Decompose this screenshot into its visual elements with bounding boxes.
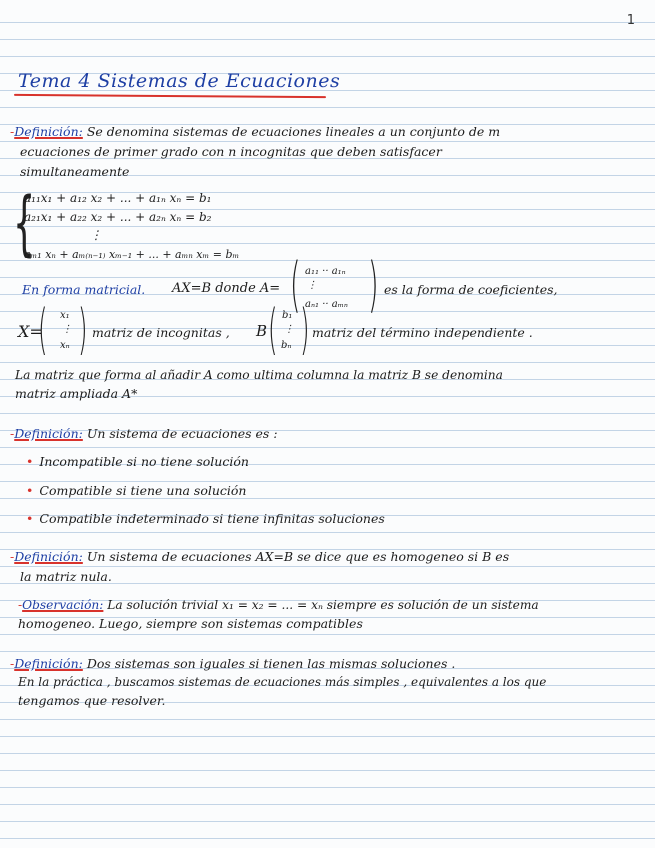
bullet-icon: • — [26, 483, 34, 498]
system-row-4: aₘ₁ xₙ + aₘ₍ₙ₋₁₎ xₘ₋₁ + ... + aₘₙ xₘ = bₘ — [24, 248, 240, 261]
matrix-a-row-n: aₙ₁ ·· aₘₙ — [305, 299, 348, 310]
definition-label: Definición: — [14, 656, 83, 671]
page-title: Tema 4 Sistemas de Ecuaciones — [18, 70, 341, 92]
dash-marker: - — [10, 124, 15, 139]
vector-x-row-n: xₙ — [60, 340, 70, 351]
observation-text: La solución trivial x₁ = x₂ = ... = xₙ siempre es solución de un sistema — [107, 598, 539, 612]
definition-5-line-1 — [10, 655, 455, 672]
vector-x-description: matriz de incognitas , — [92, 325, 230, 340]
definition-5-line-2: En la práctica , buscamos sistemas de ecuaciones más simples , equivalentes a los que — [18, 675, 547, 689]
definition-1-line-1 — [10, 123, 500, 140]
definition-3-line-1 — [10, 548, 509, 565]
vector-b-row-1: b₁ — [282, 310, 293, 321]
definition-text: Se denomina sistemas de ecuaciones lineales a un conjunto de m — [86, 124, 501, 139]
vector-b-row-n: bₙ — [281, 340, 292, 351]
matrix-form-label: En forma matricial. — [22, 282, 146, 297]
system-row-2: a₂₁x₁ + a₂₂ x₂ + ... + a₂ₙ xₙ = b₂ — [24, 210, 212, 224]
definition-3-line-2: la matriz nula. — [20, 569, 112, 584]
vector-b-right-paren: ) — [300, 298, 310, 361]
vector-b-description: matriz del término independiente . — [312, 325, 533, 340]
definition-1-line-3: simultaneamente — [20, 164, 130, 179]
system-row-3: ⋮ — [90, 228, 102, 242]
vector-b-dots: ⋮ — [284, 324, 294, 335]
matrix-a-row-1: a₁₁ ·· a₁ₙ — [305, 266, 346, 277]
definition-label: Definición: — [14, 124, 83, 139]
definition-2-line-1 — [10, 425, 278, 442]
vector-x-label: X= — [18, 322, 43, 341]
matrix-a-right-paren: ) — [368, 250, 379, 320]
ampliada-line-1: La matriz que forma al añadir A como ultima columna la matriz B se denomina — [15, 368, 503, 382]
list-item-text: Compatible si tiene una solución — [39, 483, 247, 498]
dash-marker: - — [18, 598, 23, 612]
matrix-a-left-paren: ( — [290, 250, 301, 320]
bullet-icon: • — [26, 454, 34, 469]
dash-marker: - — [10, 549, 15, 564]
dash-marker: - — [10, 426, 15, 441]
ampliada-line-2: matriz ampliada A* — [15, 386, 138, 401]
matrix-form-equation: AX=B donde A= — [172, 281, 281, 296]
definition-1-line-2: ecuaciones de primer grado con n incognitas que deben satisfacer — [20, 144, 442, 159]
vector-b-label: B — [256, 322, 268, 340]
observation-label: Observación: — [22, 598, 104, 612]
vector-x-left-paren: ( — [38, 298, 48, 361]
system-brace: { — [13, 182, 36, 264]
list-item — [26, 453, 249, 470]
definition-label: Definición: — [14, 426, 83, 441]
list-item-text: Incompatible si no tiene solución — [39, 454, 249, 469]
vector-x-row-1: x₁ — [60, 310, 70, 321]
definition-text: Un sistema de ecuaciones es : — [86, 426, 278, 441]
matrix-a-dots: ⋮ — [307, 280, 317, 291]
vector-x-dots: ⋮ — [62, 324, 72, 335]
list-item — [26, 482, 246, 499]
vector-b-left-paren: ( — [268, 298, 278, 361]
observation-line-1 — [18, 597, 539, 614]
matrix-form-tail: es la forma de coeficientes, — [384, 282, 558, 297]
bullet-icon: • — [26, 511, 34, 526]
dash-marker: - — [10, 656, 15, 671]
definition-text: Un sistema de ecuaciones AX=B se dice que es homogeneo si B es — [86, 549, 510, 564]
definition-text: Dos sistemas son iguales si tienen las mismas soluciones . — [86, 656, 456, 671]
title-underline — [14, 94, 326, 98]
vector-x-right-paren: ) — [78, 298, 88, 361]
definition-5-line-3: tengamos que resolver. — [18, 693, 166, 708]
list-item-text: Compatible indeterminado si tiene infinitas soluciones — [39, 511, 385, 526]
page-number: 1 — [626, 13, 635, 28]
observation-line-2: homogeneo. Luego, siempre son sistemas compatibles — [18, 616, 363, 631]
system-row-1: a₁₁x₁ + a₁₂ x₂ + ... + a₁ₙ xₙ = b₁ — [24, 191, 212, 205]
list-item — [26, 510, 385, 527]
definition-label: Definición: — [14, 549, 83, 564]
